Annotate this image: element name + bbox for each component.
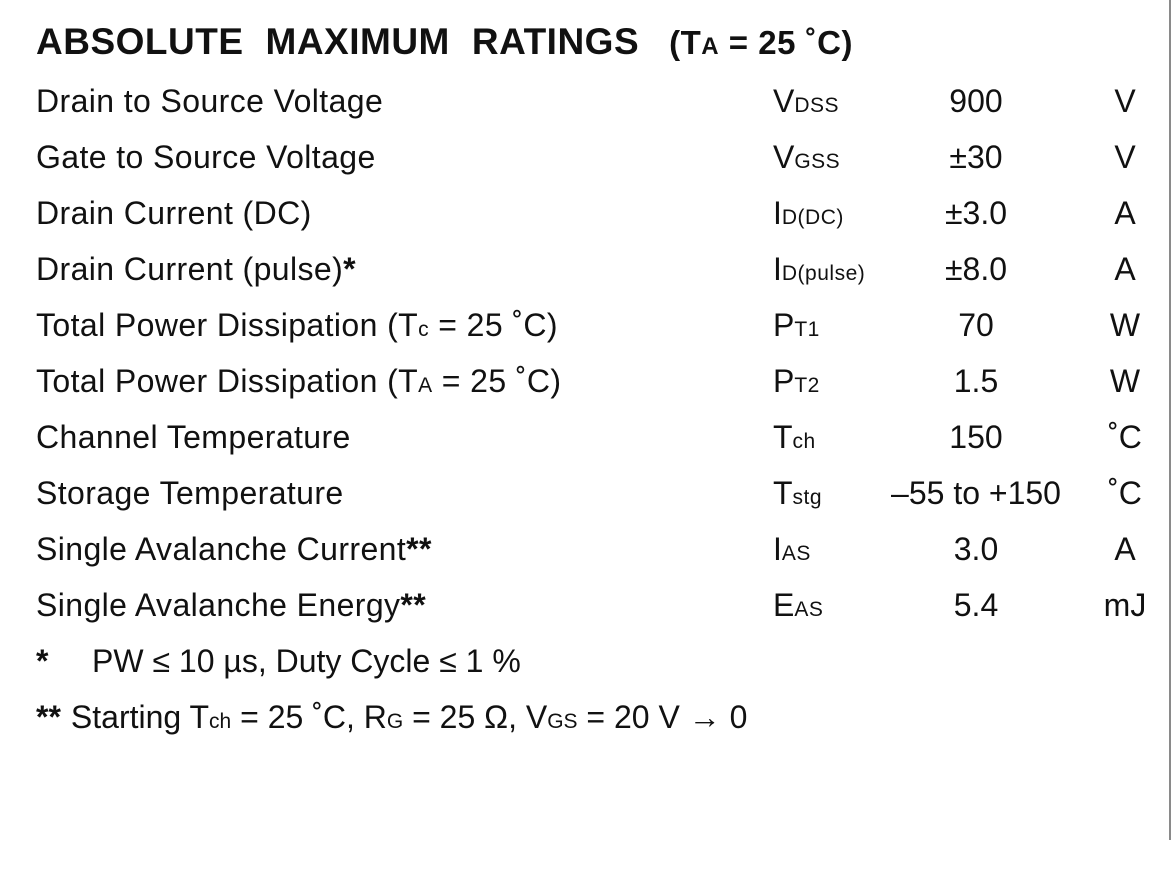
parameter-symbol <box>773 473 822 518</box>
condition-prefix: (T <box>669 24 702 61</box>
parameter-text: Total Power Dissipation (T <box>36 307 419 343</box>
rating-value: ±30 <box>949 139 1003 175</box>
parameter-symbol <box>773 305 820 350</box>
footnote-mark: ** <box>36 699 61 735</box>
condition-subscript: A <box>701 33 720 60</box>
title-word: RATINGS <box>471 21 640 62</box>
table-row <box>0 577 1172 633</box>
rating-value: 5.4 <box>953 587 999 623</box>
rating-unit: V <box>1114 83 1136 119</box>
parameter-text: Drain Current (pulse) <box>36 251 344 287</box>
title-condition <box>669 24 853 61</box>
footnote-mark: * <box>36 643 49 679</box>
table-row <box>0 409 1172 465</box>
symbol-letter: T <box>773 475 793 511</box>
rating-unit: W <box>1109 363 1141 399</box>
parameter-name <box>36 585 426 625</box>
parameter-symbol <box>773 249 865 294</box>
parameter-symbol <box>773 137 840 182</box>
parameter-subscript: A <box>418 374 433 397</box>
parameter-symbol <box>773 361 820 406</box>
table-row <box>0 185 1172 241</box>
symbol-subscript: D(DC) <box>781 206 844 229</box>
footnote-pulse <box>36 633 747 689</box>
rating-unit: A <box>1114 195 1136 231</box>
parameter-tail: = 25 ˚C) <box>432 363 562 399</box>
rating-unit: V <box>1114 139 1136 175</box>
parameter-tail: = 25 ˚C) <box>429 307 558 343</box>
footnote-mark: ** <box>406 531 432 567</box>
parameter-symbol <box>773 585 823 630</box>
rating-value: 1.5 <box>953 363 999 399</box>
symbol-letter: I <box>773 251 782 287</box>
table-row <box>0 241 1172 297</box>
parameter-text: Single Avalanche Energy <box>36 587 401 623</box>
rating-value: ±8.0 <box>944 251 1008 287</box>
rating-value: –55 to +150 <box>891 475 1061 511</box>
symbol-subscript: stg <box>792 486 823 509</box>
symbol-letter: V <box>773 139 795 175</box>
footnote-subscript: G <box>386 710 404 733</box>
footnote-subscript: GS <box>547 710 578 733</box>
rating-value: 70 <box>958 307 994 343</box>
parameter-name: Drain to Source Voltage <box>36 83 384 119</box>
symbol-letter: I <box>773 195 782 231</box>
footnote-mark: ** <box>400 587 427 623</box>
footnote-subscript: ch <box>209 710 232 733</box>
footnote-mark: * <box>343 251 357 287</box>
footnote-avalanche <box>36 689 747 745</box>
parameter-name: Gate to Source Voltage <box>36 139 376 175</box>
parameter-name <box>36 529 432 569</box>
symbol-letter: I <box>773 531 782 567</box>
rating-unit: mJ <box>1103 587 1147 623</box>
parameter-name <box>36 305 558 350</box>
table-row <box>0 465 1172 521</box>
parameter-symbol <box>773 529 811 574</box>
symbol-subscript: T1 <box>794 318 820 341</box>
parameter-name <box>36 361 562 406</box>
footnote-text: = 20 V → 0 <box>577 699 748 735</box>
symbol-subscript: GSS <box>794 150 841 173</box>
symbol-subscript: AS <box>781 542 811 565</box>
footnote-text: = 25 ˚C, R <box>231 699 387 735</box>
symbol-letter: T <box>773 419 793 455</box>
rating-unit: W <box>1109 307 1141 343</box>
symbol-letter: P <box>773 307 795 343</box>
rating-value: 150 <box>949 419 1003 455</box>
symbol-subscript: AS <box>794 598 824 621</box>
rating-unit: A <box>1114 251 1136 287</box>
symbol-subscript: DSS <box>794 94 840 117</box>
table-row <box>0 297 1172 353</box>
parameter-name: Channel Temperature <box>36 419 351 455</box>
title-word: ABSOLUTE <box>36 21 244 62</box>
parameter-name: Storage Temperature <box>36 475 344 511</box>
table-row <box>0 353 1172 409</box>
rating-value: 3.0 <box>953 531 999 567</box>
table-row <box>0 521 1172 577</box>
footnote-text: PW ≤ 10 µs, Duty Cycle ≤ 1 % <box>92 643 521 679</box>
symbol-subscript: T2 <box>794 374 820 397</box>
rating-value: ±3.0 <box>944 195 1008 231</box>
parameter-text: Single Avalanche Current <box>36 531 407 567</box>
rating-unit: A <box>1114 531 1136 567</box>
parameter-symbol <box>773 417 816 462</box>
symbol-letter: P <box>773 363 795 399</box>
rating-unit: ˚C <box>1108 419 1142 455</box>
footnotes <box>36 633 747 745</box>
symbol-letter: E <box>773 587 795 623</box>
rating-unit: ˚C <box>1108 475 1142 511</box>
table-row <box>0 129 1172 185</box>
table-row <box>0 73 1172 129</box>
parameter-name: Drain Current (DC) <box>36 195 312 231</box>
section-title <box>36 21 853 63</box>
rating-value: 900 <box>949 83 1003 119</box>
footnote-text: = 25 Ω, V <box>403 699 548 735</box>
ratings-table <box>0 73 1172 633</box>
footnote-text: Starting T <box>70 699 210 735</box>
symbol-subscript: ch <box>792 430 816 453</box>
parameter-symbol <box>773 81 839 126</box>
symbol-letter: V <box>773 83 795 119</box>
parameter-text: Total Power Dissipation (T <box>36 363 419 399</box>
title-word: MAXIMUM <box>265 21 450 62</box>
symbol-subscript: D(pulse) <box>781 262 866 285</box>
parameter-subscript: c <box>418 318 429 341</box>
condition-suffix: = 25 ˚C) <box>719 24 853 61</box>
parameter-symbol <box>773 193 844 238</box>
parameter-name <box>36 249 356 289</box>
